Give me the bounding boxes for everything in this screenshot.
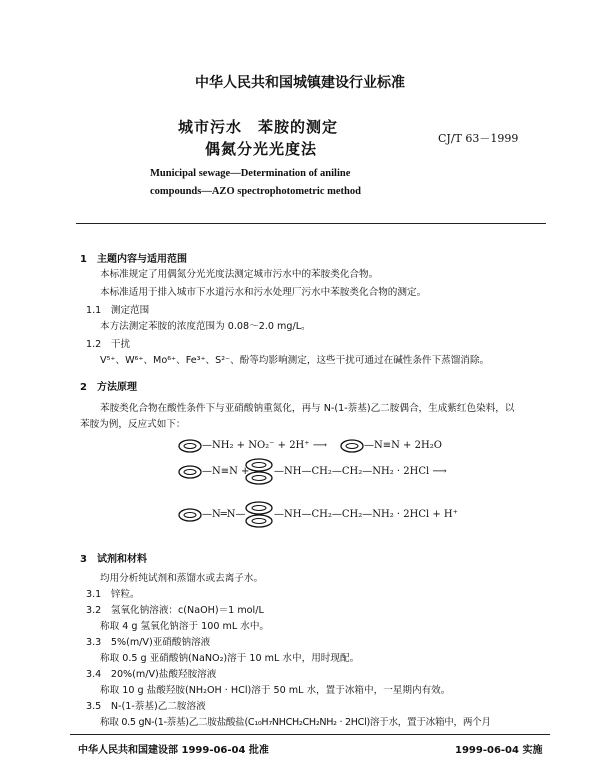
section-2-heading: 2 方法原理 <box>80 382 137 393</box>
section-3-3-text: 称取 0.5 g 亚硝酸钠(NaNO₂)溶于 10 mL 水中，用时现配。 <box>100 653 360 664</box>
implementation-date: 1999-06-04 实施 <box>455 745 543 756</box>
english-title-line-2: compounds—AZO spectrophotometric method <box>150 186 361 197</box>
equation-1-products: —N≡N + 2H₂O <box>364 440 442 451</box>
section-3-intro: 均用分析纯试剂和蒸馏水或去离子水。 <box>100 573 264 584</box>
section-2-para-2: 苯胺为例，反应式如下： <box>80 419 186 430</box>
section-3-4-heading: 3.4 20%(m/V)盐酸羟胺溶液 <box>86 669 217 680</box>
standard-code: CJ/T 63－1999 <box>438 132 519 145</box>
section-3-1: 3.1 锌粒。 <box>86 589 140 600</box>
section-3-3-heading: 3.3 5%(m/V)亚硝酸钠溶液 <box>86 637 211 648</box>
section-3-5-heading: 3.5 N-(1-萘基)乙二胺溶液 <box>86 701 206 712</box>
footer-divider <box>70 734 550 735</box>
approval-note: 中华人民共和国建设部 1999-06-04 批准 <box>78 745 269 756</box>
equation-2-left: —N≡N + <box>202 466 250 477</box>
section-1-para-2: 本标准适用于排入城市下水道污水和污水处理厂污水中苯胺类化合物的测定。 <box>100 287 427 298</box>
equation-1-reactants: —NH₂ + NO₂⁻ + 2H⁺ ⟶ <box>202 440 328 451</box>
section-1-1-heading: 1.1 测定范围 <box>86 305 150 316</box>
section-3-5-text: 称取 0.5 gN-(1-萘基)乙二胺盐酸盐(C₁₀H₇NHCH₂CH₂NH₂ · 2HCl)溶于水，置于冰箱中，两个月 <box>100 717 491 728</box>
equation-2-right: —NH—CH₂—CH₂—NH₂ · 2HCl ⟶ <box>274 466 447 477</box>
section-1-2-text: V⁵⁺、W⁶⁺、Mo⁶⁺、Fe³⁺、S²⁻、酚等均影响测定，这些干扰可通过在碱性条件下蒸馏消除。 <box>100 355 490 366</box>
equation-3-left: —N═N— <box>202 509 246 520</box>
standard-type-heading: 中华人民共和国城镇建设行业标准 <box>195 75 405 91</box>
section-3-heading: 3 试剂和材料 <box>80 554 147 565</box>
section-1-heading: 1 主题内容与适用范围 <box>80 254 187 265</box>
english-title-line-1: Municipal sewage—Determination of aniline <box>150 168 351 179</box>
naphthalene-ring-icon <box>244 499 274 531</box>
section-1-para-1: 本标准规定了用偶氮分光光度法测定城市污水中的苯胺类化合物。 <box>100 269 379 280</box>
benzene-ring-icon <box>178 436 202 456</box>
title-line-1: 城市污水 苯胺的测定 <box>178 118 339 136</box>
naphthalene-ring-icon <box>244 456 274 488</box>
section-2-para-1: 苯胺类化合物在酸性条件下与亚硝酸钠重氮化，再与 N-(1-萘基)乙二胺偶合，生成紫红色染料，以 <box>100 403 515 414</box>
section-3-2-heading: 3.2 氢氧化钠溶液：c(NaOH)＝1 mol/L <box>86 605 264 616</box>
header-divider <box>76 223 546 224</box>
title-line-2: 偶氮分光光度法 <box>205 140 318 158</box>
section-1-1-text: 本方法测定苯胺的浓度范围为 0.08～2.0 mg/L。 <box>100 321 311 332</box>
benzene-ring-icon <box>178 462 202 482</box>
benzene-ring-icon <box>340 436 364 456</box>
benzene-ring-icon <box>178 505 202 525</box>
section-3-2-text: 称取 4 g 氢氧化钠溶于 100 mL 水中。 <box>100 621 270 632</box>
section-3-4-text: 称取 10 g 盐酸羟胺(NH₂OH · HCl)溶于 50 mL 水，置于冰箱中，一星期内有效。 <box>100 685 451 696</box>
equation-3-right: —NH—CH₂—CH₂—NH₂ · 2HCl + H⁺ <box>274 509 458 520</box>
section-1-2-heading: 1.2 干扰 <box>86 339 131 350</box>
